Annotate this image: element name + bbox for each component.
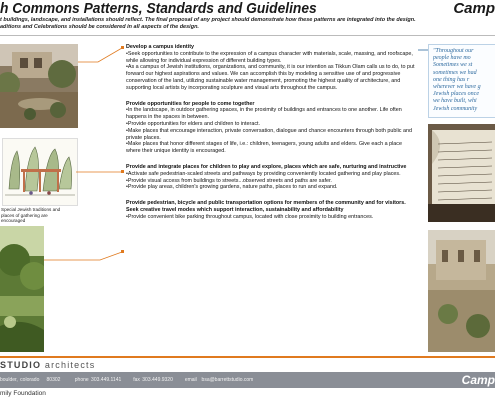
section-heading: Provide and integrate places for children to play and explore, places which are safe, nurturing and instructive xyxy=(126,163,407,170)
footer-brand: Camp xyxy=(461,373,495,387)
guideline-section xyxy=(126,44,416,92)
callout-dot xyxy=(121,170,124,173)
section-item: •In the landscape, in outdoor gathering spaces, in the proximity of buildings and entrances to one another. Life often happens in the spaces in between. xyxy=(126,107,402,121)
guideline-section xyxy=(126,164,416,191)
section-heading: Provide opportunities for people to come together xyxy=(126,100,255,107)
section-heading: Develop a campus identity xyxy=(126,44,195,50)
section-item: •Seek opportunities to contribute to the expression of a campus character with materials, scale, massing, and roofscape, while allowing for individual expression of different building types. xyxy=(126,50,413,64)
callout-dot xyxy=(121,250,124,253)
guideline-section xyxy=(126,101,416,155)
guidelines-column xyxy=(126,44,416,230)
campus-garden-photo xyxy=(0,44,78,128)
intro-line: aditions and Celebrations should be considered in all aspects of the design. xyxy=(0,24,199,30)
footer-accent-rule xyxy=(0,356,495,358)
intro-line: t buildings, landscape, and installations should reflect. The final proposal of any project should demonstrate how these patterns are integrated into the design. xyxy=(0,17,416,23)
header-brand: Camp xyxy=(453,0,495,17)
intro-text xyxy=(0,17,495,31)
firm-name xyxy=(0,360,95,371)
landscape-photo xyxy=(0,226,44,352)
section-item: •Provide play areas, children's growing gardens, nature paths, places to run and expand. xyxy=(126,184,338,191)
photo-caption: Special Jewish traditions and places of gathering are encouraged xyxy=(1,207,61,223)
firm-name-bold: STUDIO xyxy=(0,360,42,370)
guideline-section xyxy=(126,200,416,220)
section-heading: Provide pedestrian, bicycle and public transportation options for members of the community and for visitors. Seek creative travel modes which support interaction, sustainability and affordability xyxy=(126,200,406,213)
callout-dot xyxy=(121,46,124,49)
quote-text: "Throughout our people have mo Sometimes we st sometimes we had one thing has r wherever we have g Jewish places once we have built, whi Jewish community xyxy=(433,48,481,112)
page-title: h Commons Patterns, Standards and Guidelines xyxy=(0,0,317,17)
section-item: •Make places that encourage interaction, private conversation, dialogue and chance encounters through both public and private places. xyxy=(126,127,412,141)
section-item: •Provide convenient bike parking throughout campus, located with close proximity to building entrances. xyxy=(126,213,374,220)
section-item: •Provide visual access from buildings to streets...observed streets and paths are safer. xyxy=(126,177,332,184)
client-name: mily Foundation xyxy=(0,390,46,397)
firm-name-rest: architects xyxy=(44,360,96,370)
section-item: •Activate safe pedestrian-scaled streets and pathways by providing conveniently located gathering and play places. xyxy=(126,170,401,177)
contact-info: boulder, colorado 80302 phone 303.449.1141 fax 303.449.9320 email bsa@barrettstudio.com xyxy=(0,377,254,383)
section-item: •As a campus of Jewish institutions, organizations, and community, it is our intention as Tikkun Olam calls us to do, to put forward our highest aspirations and values. We can accomplish this by modeling a sensitive use of and progressive conservation of the land, utilizing sustainable water management, promoting the highest quality of architecture, and supporting local artists by incorporating sculpture and visual arts throughout the campus. xyxy=(126,64,415,91)
courtyard-photo xyxy=(428,230,495,352)
section-item: •Provide opportunities for elders and children to interact. xyxy=(126,120,261,127)
torah-scroll-photo xyxy=(428,124,495,222)
section-item: •Make places that honor different stages of life, i.e.: children, teenagers, young adults and elders. Give each a place where their unique identity is encouraged. xyxy=(126,141,402,155)
gathering-sketch-image xyxy=(2,138,78,206)
header-divider xyxy=(0,35,495,36)
